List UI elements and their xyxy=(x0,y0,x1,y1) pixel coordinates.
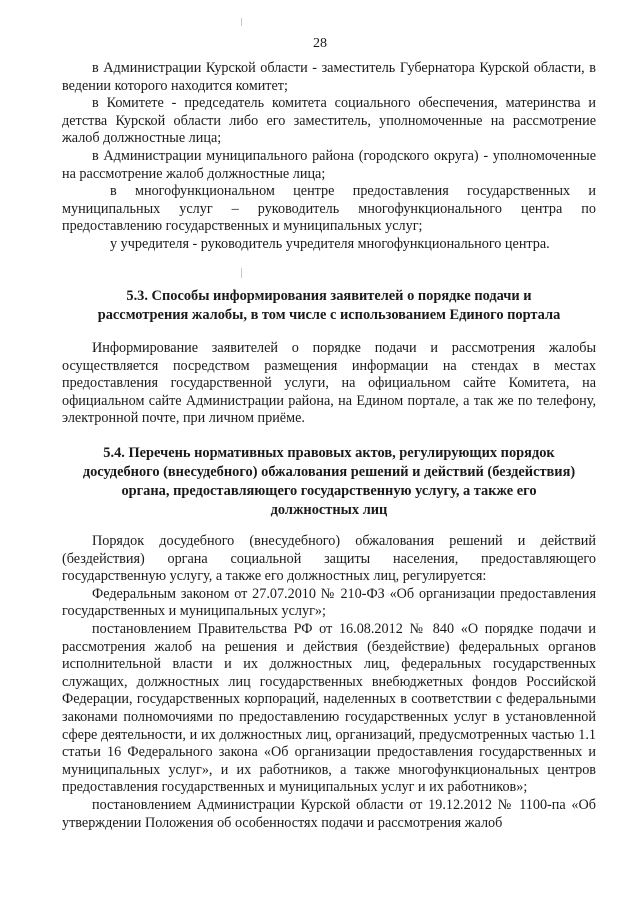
paragraph: Информирование заявителей о порядке подачи и рассмотрения жалобы осуществляется посредством размещения информации на стендах в местах предоставления государственной услуги, на официальном сайте Комитета, на официальном сайте Администрации района, на Едином портале, а так же по телефону, электронной почте, при личном приёме. xyxy=(62,340,596,427)
heading-line: рассмотрения жалобы, в том числе с использованием Единого портала xyxy=(97,307,561,323)
paragraph: у учредителя - руководитель учредителя многофункционального центра. xyxy=(110,235,550,252)
scan-mark xyxy=(241,18,242,26)
heading-line: должностных лиц xyxy=(270,502,388,518)
heading-line: 5.4. Перечень нормативных правовых актов, регулирующих порядок xyxy=(103,445,555,461)
paragraph: в Администрации муниципального района (городского округа) - уполномоченные на рассмотрение жалоб должностные лица; xyxy=(62,147,596,182)
section-5-4-heading xyxy=(62,444,596,520)
section-5-3-heading xyxy=(62,287,596,325)
paragraph: в Комитете - председатель комитета социального обеспечения, материнства и детства Курской области либо его заместитель, уполномоченные на рассмотрение жалоб должностные лица; xyxy=(62,95,596,147)
responsible-officials-list xyxy=(62,60,596,254)
heading-line: 5.3. Способы информирования заявителей о порядке подачи и xyxy=(126,288,532,304)
heading-line: досудебного (внесудебного) обжалования решений и действий (бездействия) xyxy=(82,464,576,480)
paragraph: Федеральным законом от 27.07.2010 № 210-ФЗ «Об организации предоставления государственных и муниципальных услуг»; xyxy=(62,585,596,620)
section-5-4-body xyxy=(62,533,596,832)
paragraph: постановлением Правительства РФ от 16.08.2012 № 840 «О порядке подачи и рассмотрения жалоб на решения и действия (бездействие) федеральных органов исполнительной власти и их должностных лиц, федеральных государственных служащих, должностных лиц государственных внебюджетных фондов Российской Федерации, государственных корпораций, наделенных в соответствии с федеральными законами полномочиями по предоставлению государственных услуг в установленной сфере деятельности, и их должностных лиц, организаций, предусмотренных частью 1.1 статьи 16 Федерального закона «Об организации предоставления государственных и муниципальных услуг», и их работников, а также многофункциональных центров предоставления государственных и муниципальных услуг и их работников»; xyxy=(62,620,596,796)
paragraph: в многофункциональном центре предоставления государственных и муниципальных услуг – руководитель многофункционального центра по предоставлению государственных и муниципальных услуг; xyxy=(62,183,596,235)
heading-line: органа, предоставляющего государственную услугу, а также его xyxy=(121,483,537,499)
paragraph: в Администрации Курской области - заместитель Губернатора Курской области, в ведении которого находится комитет; xyxy=(62,60,596,94)
page-number: 28 xyxy=(313,36,327,51)
section-5-3-body xyxy=(62,340,596,428)
paragraph: Порядок досудебного (внесудебного) обжалования решений и действий (бездействия) органа социальной защиты населения, предоставляющего государственную услугу, а также его должностных лиц, регулируется: xyxy=(62,533,596,585)
scan-mark xyxy=(241,268,242,278)
paragraph: постановлением Администрации Курской области от 19.12.2012 № 1100-па «Об утверждении Положения об особенностях подачи и рассмотрения жалоб xyxy=(62,796,596,831)
